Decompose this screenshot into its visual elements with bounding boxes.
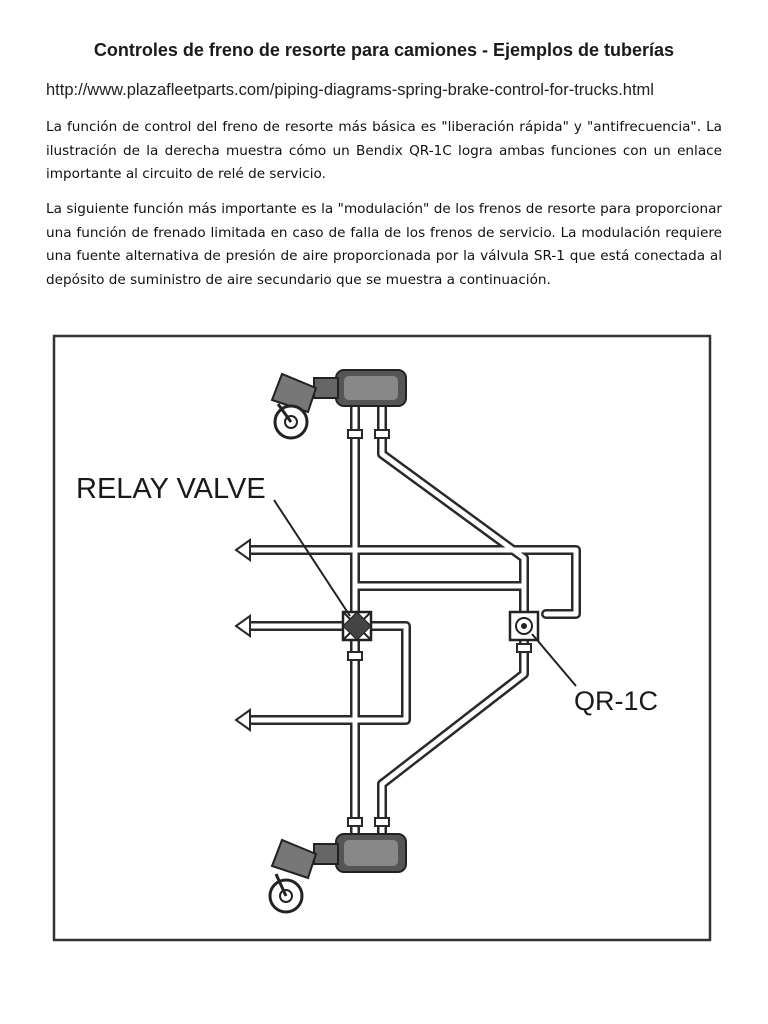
paragraph-1: La función de control del freno de resorte más básica es "liberación rápida" y "antifrecuencia". La ilustración de la derecha muestra cómo un Bendix QR-1C logra ambas funciones con un enlace importante al circuito de relé de servicio.: [46, 119, 722, 182]
source-url[interactable]: http://www.plazafleetparts.com/piping-diagrams-spring-brake-control-for-trucks.html: [46, 81, 654, 99]
paragraph-2: La siguiente función más importante es la "modulación" de los frenos de resorte para proporcionar una función de frenado limitada en caso de falla de los frenos de servicio. La modulación requiere una fuente alternativa de presión de aire proporcionada por la válvula SR-1 que está conectada al depósito de suministro de aire secundario que se muestra a continuación.: [46, 201, 722, 288]
qr1c-label: QR-1C: [574, 686, 659, 716]
document-title: Controles de freno de resorte para camiones - Ejemplos de tuberías: [93, 40, 675, 60]
relay-valve-icon: [343, 612, 371, 640]
relay-valve-label: RELAY VALVE: [76, 473, 266, 505]
piping-diagram: [46, 334, 722, 946]
